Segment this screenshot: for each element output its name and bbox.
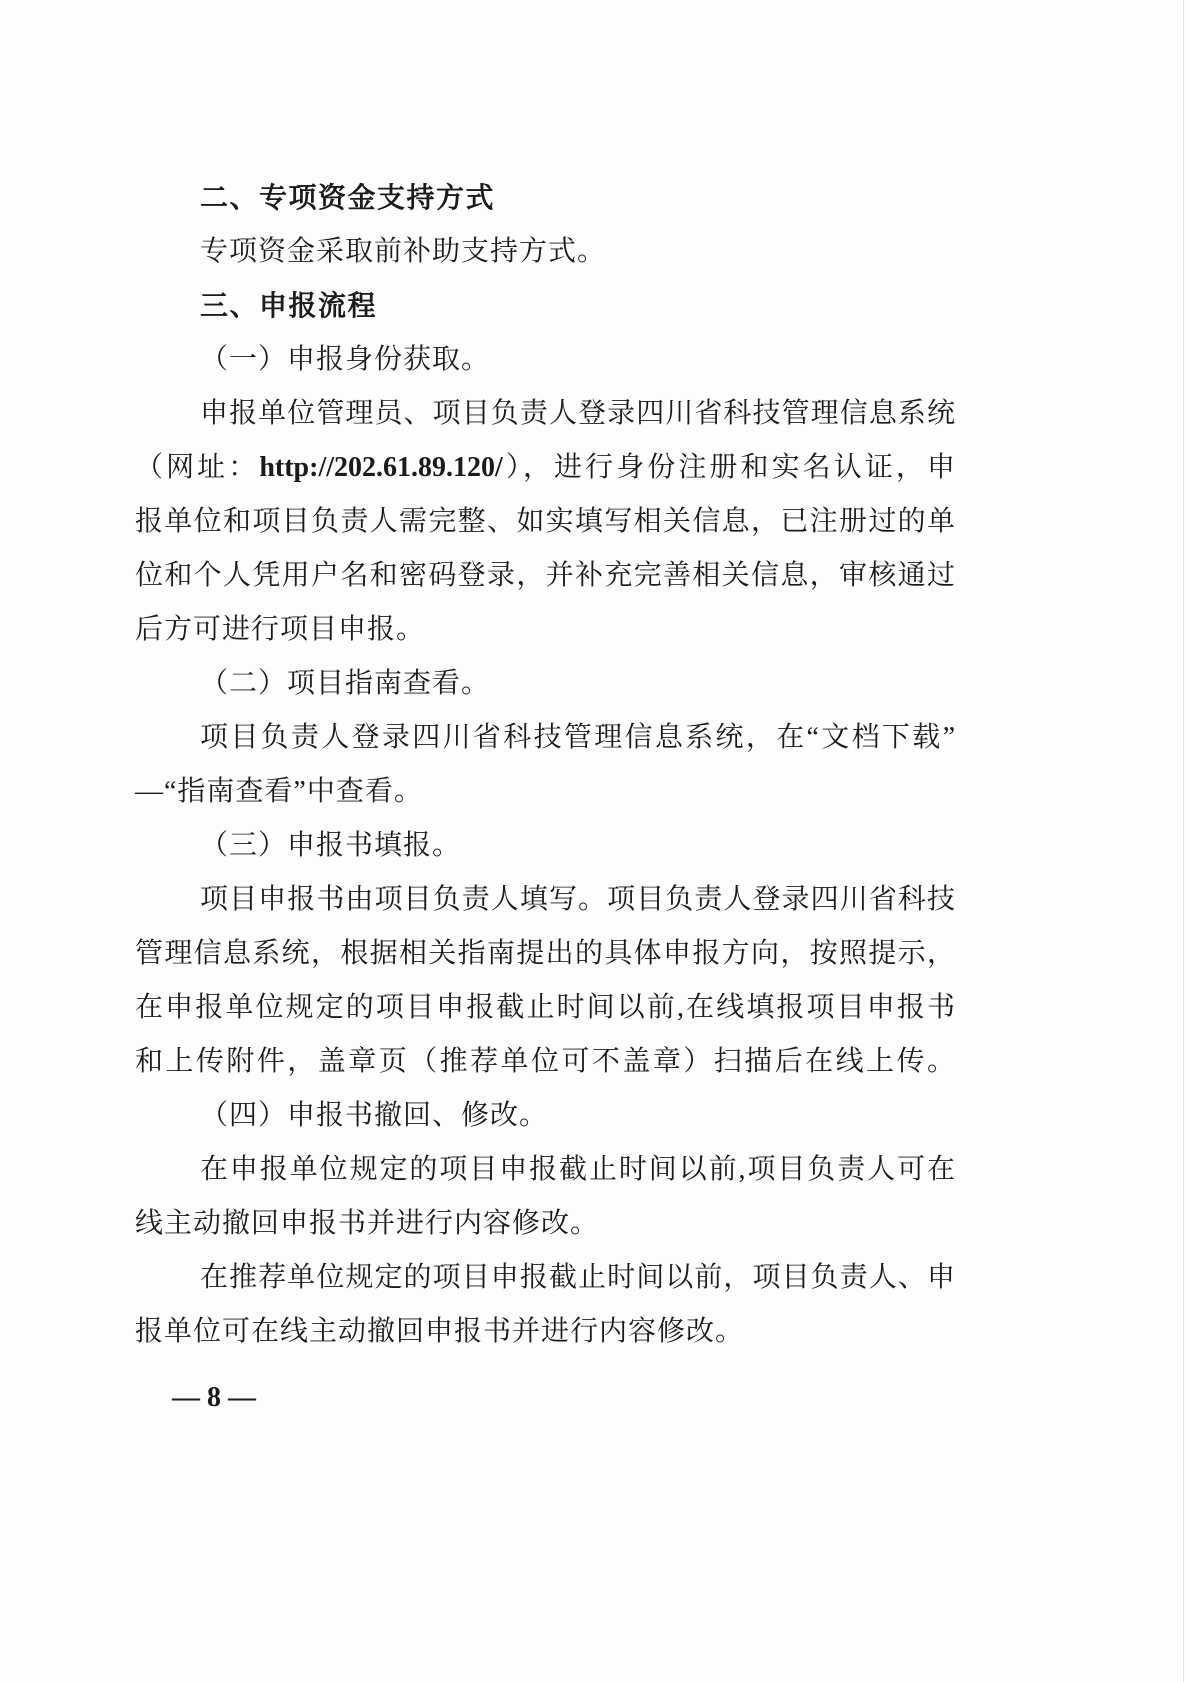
step4-line-4: 报单位可在线主动撤回申报书并进行内容修改。 — [135, 1316, 745, 1347]
step1-line-2-suffix: ），进行身份注册和实名认证，申 — [502, 452, 955, 483]
step4-line-2: 线主动撤回申报书并进行内容修改。 — [135, 1208, 600, 1239]
step1-title: （一）申报身份获取。 — [200, 344, 491, 375]
step3-line-4: 和上传附件，盖章页（推荐单位可不盖章）扫描后在线上传。 — [135, 1046, 955, 1077]
scan-edge-line — [1183, 0, 1184, 1682]
step1-line-2-prefix: （网址： — [135, 452, 260, 483]
step1-line-5: 后方可进行项目申报。 — [135, 614, 426, 645]
step1-line-4: 位和个人凭用户名和密码登录，并补充完善相关信息，审核通过 — [135, 560, 955, 591]
step1-line-3: 报单位和项目负责人需完整、如实填写相关信息，已注册过的单 — [135, 506, 955, 537]
step3-title: （三）申报书填报。 — [200, 830, 462, 861]
step1-line-2 — [135, 441, 955, 495]
step3-line-2: 管理信息系统，根据相关指南提出的具体申报方向，按照提示， — [135, 938, 955, 969]
system-url: http://202.61.89.120/ — [259, 452, 503, 483]
step2-title: （二）项目指南查看。 — [200, 668, 491, 699]
step4-line-3: 在推荐单位规定的项目申报截止时间以前，项目负责人、申 — [200, 1262, 955, 1293]
step2-line-1: 项目负责人登录四川省科技管理信息系统，在“文档下载” — [200, 722, 955, 753]
page-number: — 8 — — [172, 1382, 256, 1413]
step2-line-2: —“指南查看”中查看。 — [135, 776, 423, 807]
section-funding-heading: 二、专项资金支持方式 — [200, 181, 496, 214]
step4-title: （四）申报书撤回、修改。 — [200, 1100, 549, 1131]
section-funding-body: 专项资金采取前补助支持方式。 — [200, 236, 607, 267]
step4-line-1: 在申报单位规定的项目申报截止时间以前,项目负责人可在 — [200, 1154, 955, 1185]
step3-line-1: 项目申报书由项目负责人填写。项目负责人登录四川省科技 — [200, 884, 955, 915]
step1-line-1: 申报单位管理员、项目负责人登录四川省科技管理信息系统 — [200, 398, 955, 429]
document-body — [0, 171, 1190, 1359]
section-process-heading: 三、申报流程 — [200, 289, 378, 322]
step3-line-3: 在申报单位规定的项目申报截止时间以前,在线填报项目申报书 — [135, 992, 955, 1023]
